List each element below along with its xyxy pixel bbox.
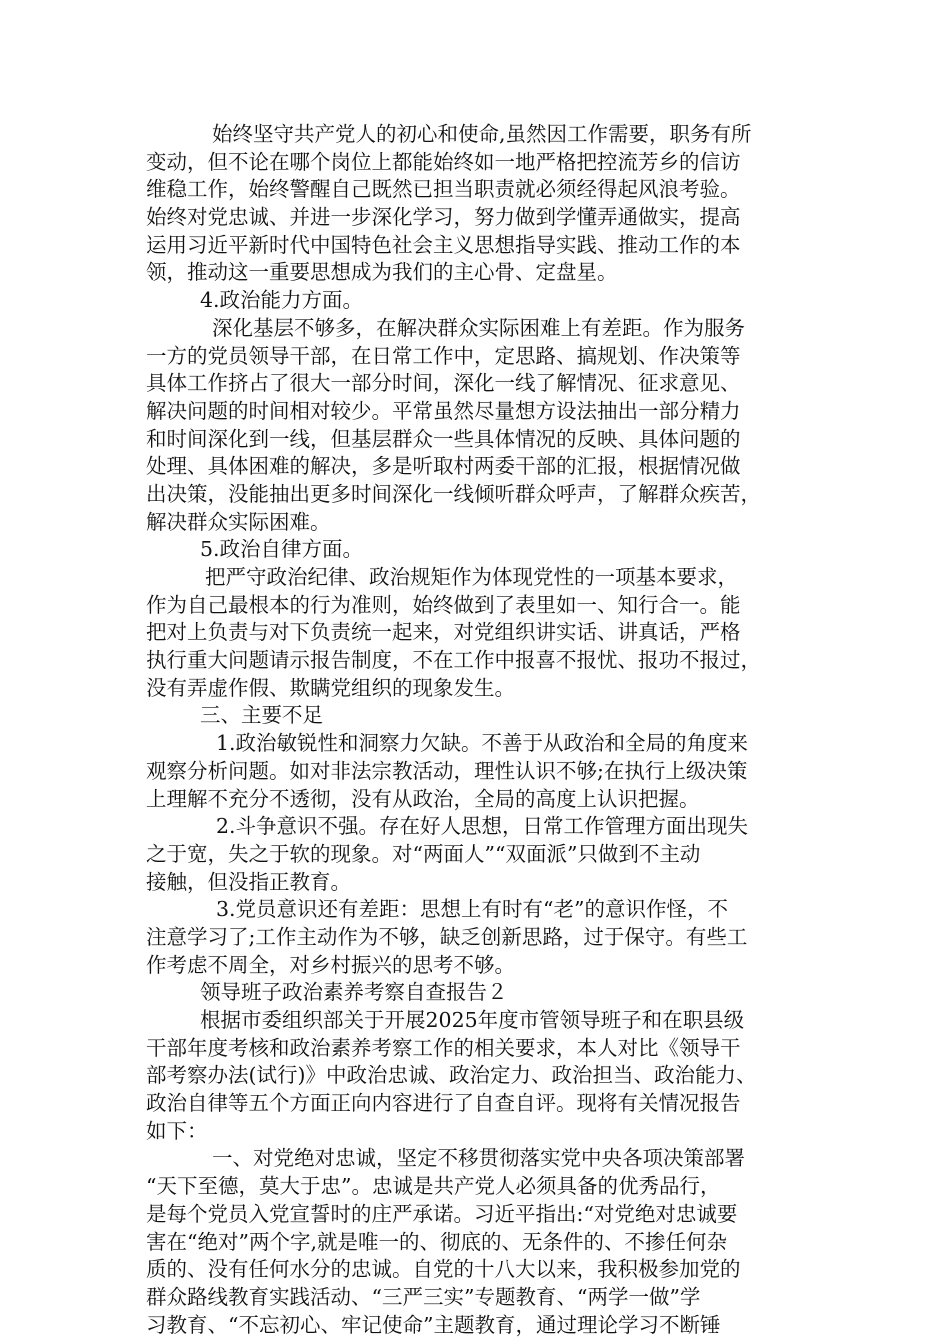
text-line: 观察分析问题。如对非法宗教活动，理性认识不够;在执行上级决策 [146,758,748,783]
text-line: 作考虑不周全，对乡村振兴的思考不够。 [146,952,515,977]
heading-line: 三、主要不足 [200,703,323,728]
text-line: 把严守政治纪律、政治规矩作为体现党性的一项基本要求， [205,565,738,589]
text-line: 干部年度考核和政治素养考察工作的相关要求，本人对比《领导干 [146,1035,741,1060]
text-line: 出决策，没能抽出更多时间深化一线倾听群众呼声，了解群众疾苦， [146,481,761,506]
text-line: 接触，但没指正教育。 [146,869,351,894]
document-body [146,121,814,1339]
paragraph [146,813,814,896]
paragraph [146,121,814,287]
text-line: 1.政治敏锐性和洞察力欠缺。不善于从政治和全局的角度来 [216,731,749,756]
text-line: 和时间深化到一线，但基层群众一些具体情况的反映、具体问题的 [146,426,741,451]
text-line: 如下： [146,1118,208,1143]
text-line: 执行重大问题请示报告制度，不在工作中报喜不报忧、报功不报过， [146,648,761,673]
text-line: 没有弄虚作假、欺瞒党组织的现象发生。 [146,675,515,700]
text-line: 上理解不充分不透彻，没有从政治，全局的高度上认识把握。 [146,786,700,811]
heading-line: 4.政治能力方面。 [200,288,364,313]
paragraph [146,896,814,979]
text-line: 之于宽，失之于软的现象。对“两面人”“双面派”只做到不主动 [146,841,701,866]
text-line: 具体工作挤占了很大一部分时间，深化一线了解情况、征求意见、 [146,371,741,396]
text-line: 解决问题的时间相对较少。平常虽然尽量想方设法抽出一部分精力 [146,398,741,423]
text-line: “天下至德，莫大于忠”。忠诚是共产党人必须具备的优秀品行， [146,1174,721,1199]
paragraph [146,315,814,537]
paragraph [146,730,814,813]
title-line: 领导班子政治素养考察自查报告２ [200,980,508,1005]
heading-line: 5.政治自律方面。 [200,537,364,562]
text-line: 2.斗争意识不强。存在好人思想，日常工作管理方面出现失 [216,814,749,839]
report-title [146,979,814,1007]
text-line: 群众路线教育实践活动、“三严三实”专题教育、“两学一做”学 [146,1284,701,1309]
text-line: 3.党员意识还有差距：思想上有时有“老”的意识作怪，不 [216,897,729,922]
section-heading [146,287,814,315]
paragraph [146,1007,814,1145]
text-line: 一、对党绝对忠诚，坚定不移贯彻落实党中央各项决策部署 [212,1146,745,1171]
text-line: 深化基层不够多，在解决群众实际困难上有差距。作为服务 [212,315,745,340]
text-line: 处理、具体困难的解决，多是听取村两委干部的汇报，根据情况做 [146,454,741,479]
text-line: 是每个党员入党宣誓时的庄严承诺。习近平指出:“对党绝对忠诚要 [146,1201,738,1226]
text-line: 质的、没有任何水分的忠诚。自党的十八大以来，我积极参加党的 [146,1257,741,1282]
paragraph [146,564,814,702]
text-line: 始终坚守共产党人的初心和使命,虽然因工作需要，职务有所 [212,122,752,146]
section-heading [146,536,814,564]
text-line: 运用习近平新时代中国特色社会主义思想指导实践、推动工作的本 [146,232,741,257]
section-heading [146,702,814,730]
paragraph [146,1145,814,1339]
text-line: 部考察办法(试行)》中政治忠诚、政治定力、政治担当、政治能力、 [146,1063,757,1088]
text-line: 把对上负责与对下负责统一起来，对党组织讲实话、讲真话，严格 [146,620,741,645]
text-line: 害在“绝对”两个字,就是唯一的、彻底的、无条件的、不掺任何杂 [146,1229,727,1254]
text-line: 一方的党员领导干部，在日常工作中，定思路、搞规划、作决策等 [146,343,741,368]
text-line: 始终对党忠诚、并进一步深化学习，努力做到学懂弄通做实，提高 [146,205,741,230]
text-line: 领，推动这一重要思想成为我们的主心骨、定盘星。 [146,260,618,285]
text-line: 维稳工作，始终警醒自己既然已担当职责就必须经得起风浪考验。 [146,177,741,202]
text-line: 解决群众实际困难。 [146,509,331,534]
text-line: 习教育、“不忘初心、牢记使命”主题教育，通过理论学习不断锤 [146,1312,721,1337]
text-line: 政治自律等五个方面正向内容进行了自查自评。现将有关情况报告 [146,1091,741,1116]
text-line: 作为自己最根本的行为准则，始终做到了表里如一、知行合一。能 [146,592,741,617]
text-line: 注意学习了;工作主动作为不够，缺乏创新思路，过于保守。有些工 [146,924,748,949]
text-line: 根据市委组织部关于开展2025年度市管领导班子和在职县级 [200,1008,745,1032]
text-line: 变动，但不论在哪个岗位上都能始终如一地严格把控流芳乡的信访 [146,149,741,174]
